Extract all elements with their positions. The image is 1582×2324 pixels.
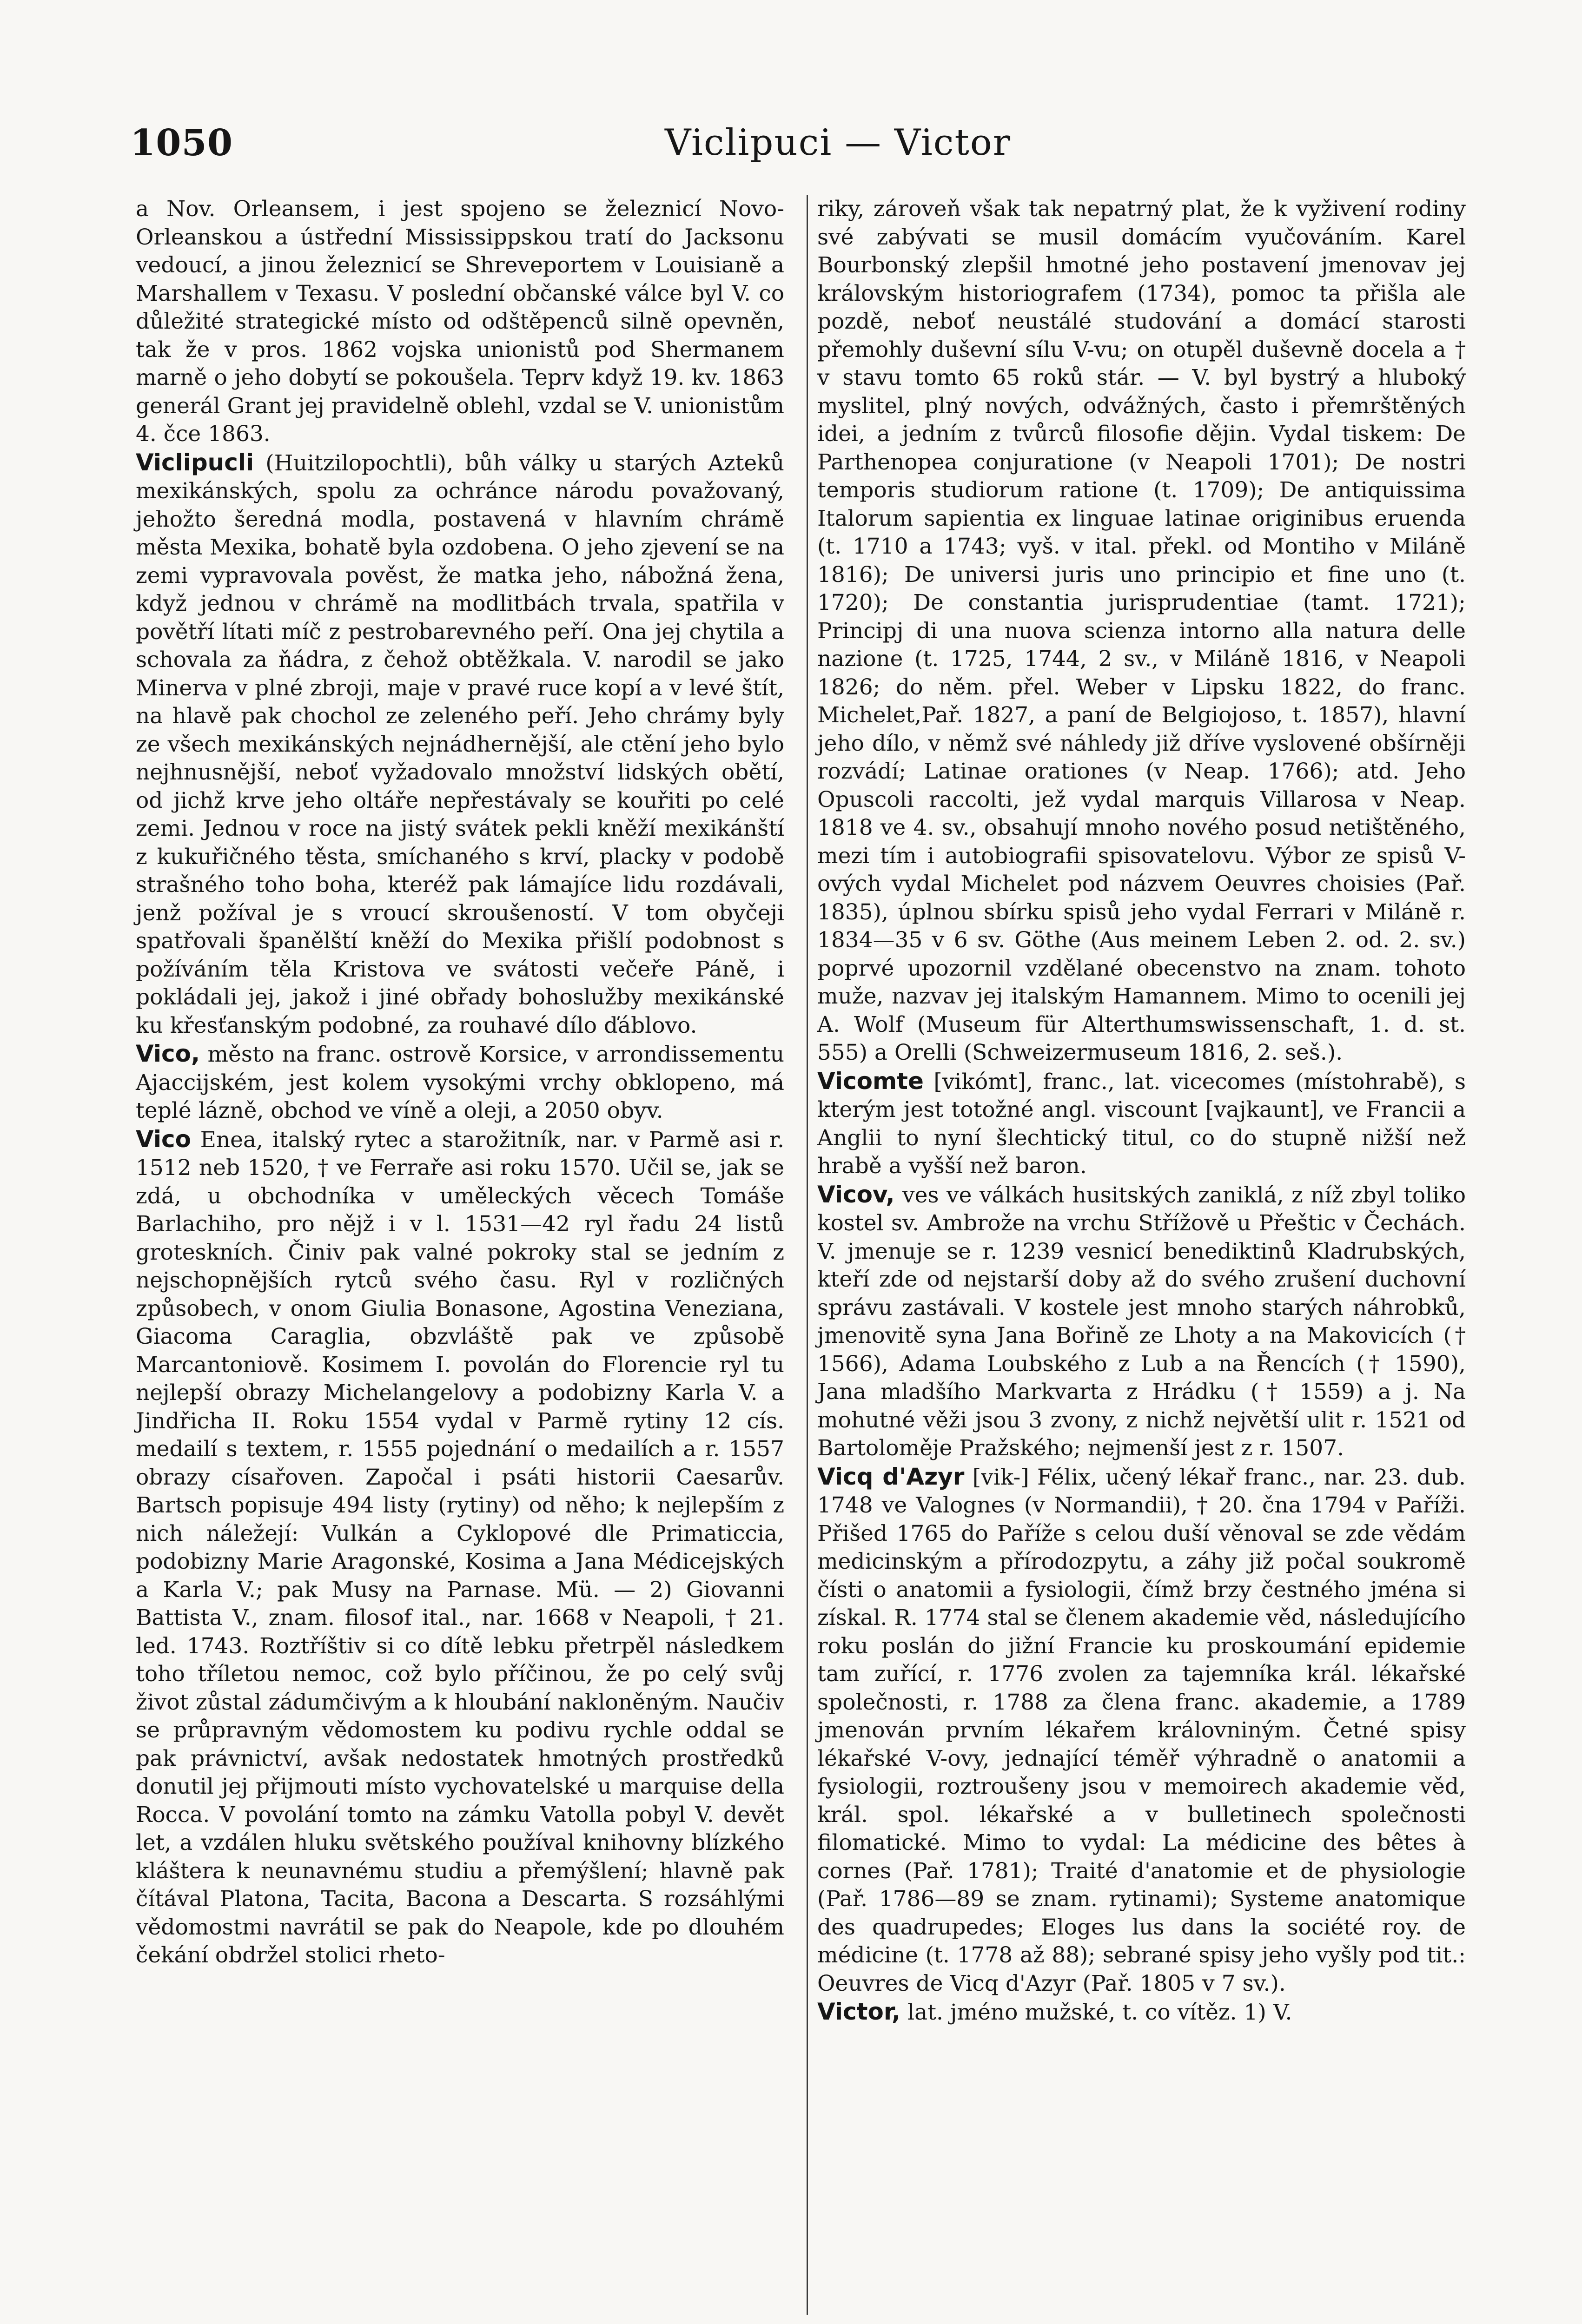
entry-vico-person: [136, 1125, 784, 1970]
entry-text: (Huitzilopochtli), bůh války u starých Azteků mexikánských, spolu za ochránce národu považovaný, jehožto šeredná modla, postavená v hlavním chrámě města Mexika, bohatě byla ozdobena. O jeho zjevení se na zemi vypravovala pověst, že matka jeho, nábožná žena, když jednou v chrámě na modlitbách trvala, spatřila v povětří lítati míč z pestrobarevného peří. Ona jej chytila a schovala za ňádra, z čehož obtěžkala. V. narodil se jako Minerva v plné zbroji, maje v pravé ruce kopí a v levé štít, na hlavě pak chochol ze zeleného peří. Jeho chrámy byly ze všech mexikánských nejnádhernější, ale ctění jeho bylo nejhnusnější, neboť vyžadovalo množství lidských obětí, od jichž krve jeho oltáře nepřestávaly se kouřiti po celé zemi. Jednou v roce na jistý svátek pekli kněží mexikánští z kukuřičného těsta, smíchaného s krví, placky v podobě strašného toho boha, kteréž pak lámajíce lidu rozdávali, jenž požíval je s vroucí skroušeností. V tom obyčeji spatřovali španělští kněží do Mexika přišlí podobnost s požíváním těla Kristova ve svátosti večeře Páně, i pokládali jej, jakož i jiné obřady bohoslužby mexikánské ku křesťanským podobné, za rouhavé dílo ďáblovo.: [136, 450, 784, 1038]
entry-headword: Vicov,: [817, 1181, 895, 1208]
continued-entry-text: a Nov. Orleansem, i jest spojeno se železnicí Novo-Orleanskou a ústřední Mississippskou tratí do Jacksonu vedoucí, a jinou železnicí se Shreveportem v Louisianě a Marshallem v Texasu. V poslední občanské válce byl V. co důležité strategické místo od odštěpenců silně opevněn, tak že v pros. 1862 vojska unionistů pod Shermanem marně o jeho dobytí se pokoušela. Teprv když 19. kv. 1863 generál Grant jej pravidelně oblehl, vzdal se V. unionistům 4. čce 1863.: [136, 196, 784, 447]
entry-text: [vik-] Félix, učený lékař franc., nar. 23. dub. 1748 ve Valognes (v Normandii), † 20. čna 1794 v Paříži. Přišed 1765 do Paříže s celou duší věnoval se zde vědám medicinským a přírodozpytu, a záhy již počal soukromě čísti o anatomii a fysiologii, čímž brzy čestného jména si získal. R. 1774 stal se členem akademie věd, následujícího roku poslán do jižní Francie ku proskoumání epidemie tam zuřící, r. 1776 zvolen za tajemníka král. lékařské společnosti, r. 1788 za člena franc. akademie, a 1789 jmenován prvním lékařem královniným. Četné spisy lékařské V-ovy, jednající téměř výhradně o anatomii a fysiologii, roztroušeny jsou v memoirech akademie věd, král. spol. lékařské a v bulletinech společnosti filomatické. Mimo to vydal: La médicine des bêtes à cornes (Pař. 1781); Traité d'anatomie et de physiologie (Pař. 1786—89 se znam. rytinami); Systeme anatomique des quadrupedes; Eloges lus dans la société roy. de médicine (t. 1778 až 88); sebrané spisy jeho vyšly pod tit.: Oeuvres de Vicq d'Azyr (Pař. 1805 v 7 sv.).: [817, 1464, 1466, 1996]
entry-text: [vikómt], franc., lat. vicecomes (místohrabě), s kterým jest totožné angl. viscount [vajkaunt], ve Francii a Anglii to nyní šlechtický titul, co do stupně nižší než hrabě a vyšší než baron.: [817, 1069, 1466, 1179]
entry-viclipucli: [136, 449, 784, 1040]
running-title: Viclipuci — Victor: [665, 122, 1012, 164]
entry-text: město na franc. ostrově Korsice, v arrondissementu Ajaccijském, jest kolem vysokými vrchy obklopeno, má teplé lázně, obchod ve víně a oleji, a 2050 obyv.: [136, 1042, 784, 1123]
entry-vicov: [817, 1181, 1466, 1463]
entry-vicq-dazyr: [817, 1463, 1466, 1998]
continued-entry-text: riky, zároveň však tak nepatrný plat, že k vyživení rodiny své zabývati se musil domácím vyučováním. Karel Bourbonský zlepšil hmotné jeho postavení jmenovav jej královským historiografem (1734), pomoc ta přišla ale pozdě, neboť neustálé studování a domácí starosti přemohly duševní sílu V-vu; on otupěl duševně docela a † v stavu tomto 65 roků stár. — V. byl bystrý a hluboký myslitel, plný nových, odvážných, často i přemrštěných idei, a jedním z tvůrců filosofie dějin. Vydal tiskem: De Parthenopea conjuratione (v Neapoli 1701); De nostri temporis studiorum ratione (t. 1709); De antiquissima Italorum sapientia ex linguae latinae originibus eruenda (t. 1710 a 1743; vyš. v ital. překl. od Montiho v Miláně 1816); De universi juris uno principio et fine uno (t. 1720); De constantia jurisprudentiae (tamt. 1721); Principj di una nuova scienza intorno alla natura delle nazione (t. 1725, 1744, 2 sv., v Miláně 1816, v Neapoli 1826; do něm. přel. Weber v Lipsku 1822, do franc. Michelet,Pař. 1827, a paní de Belgiojoso, t. 1857), hlavní jeho dílo, v němž své náhledy již dříve vyslovené obšírněji rozvádí; Latinae orationes (v Neap. 1766); atd. Jeho Opuscoli raccolti, jež vydal marquis Villarosa v Neap. 1818 ve 4. sv., obsahují mnoho nového posud netištěného, mezi tím i autobiografii spisovatelovu. Výbor ze spisů V-ových vydal Michelet pod názvem Oeuvres choisies (Pař. 1835), úplnou sbírku spisů jeho vydal Ferrari v Miláně r. 1834—35 v 6 sv. Göthe (Aus meinem Leben 2. od. 2. sv.) poprvé upozornil vzdělané obecenstvo na znam. tohoto muže, nazvav jej italským Hamannem. Mimo to ocenili jej A. Wolf (Museum für Alterthumswissenschaft, 1. d. st. 555) a Orelli (Schweizermuseum 1816, 2. seš.).: [817, 196, 1466, 1065]
entry-headword: Vico,: [136, 1040, 200, 1067]
entry-headword: Viclipucli: [136, 449, 254, 476]
entry-headword: Vicomte: [817, 1067, 924, 1095]
entry-vico-town: [136, 1040, 784, 1125]
entry-headword: Vicq d'Azyr: [817, 1463, 965, 1490]
entry-text: Enea, italský rytec a starožitník, nar. v Parmě asi r. 1512 neb 1520, † ve Ferraře asi roku 1570. Učil se, jak se zdá, u obchodníka v uměleckých věcech Tomáše Barlachiho, pro nějž i v l. 1531—42 ryl řadu 24 listů groteskních. Činiv pak valné pokroky stal se jedním z nejschopnějších rytců svého času. Ryl v rozličných způsobech, v onom Giulia Bonasone, Agostina Veneziana, Giacoma Caraglia, obzvláště pak ve způsobě Marcantoniově. Kosimem I. povolán do Florencie ryl tu nejlepší obrazy Michelangelovy a podobizny Karla V. a Jindřicha II. Roku 1554 vydal v Parmě rytiny 12 cís. medailí s textem, r. 1555 pojednání o medailích a r. 1557 obrazy císařoven. Započal i psáti historii Caesarův. Bartsch popisuje 494 listy (rytiny) od něho; k nejlepším z nich náležejí: Vulkán a Cyklopové dle Primaticcia, podobizny Marie Aragonské, Kosima a Jana Médicejských a Karla V.; pak Musy na Parnase. Mü. — 2) Giovanni Battista V., znam. filosof ital., nar. 1668 v Neapoli, † 21. led. 1743. Roztříštiv si co dítě lebku přetrpěl následkem toho tříletou nemoc, což bylo příčinou, že po celý svůj život zůstal zádumčivým a k hloubání nakloněným. Naučiv se průpravným vědomostem ku podivu rychle oddal se pak právnictví, avšak nedostatek hmotných prostředků donutil jej přijmouti místo vychovatelské u marquise della Rocca. V povolání tomto na zámku Vatolla pobyl V. devět let, a vzdálen hluku světského používal knihovny blízkého kláštera k neunavnému studiu a přemýšlení; hlavně pak čítával Platona, Tacita, Bacona a Descarta. S rozsáhlými vědomostmi navrátil se pak do Neapole, kde po dlouhém čekání obdržel stolici rheto-: [136, 1127, 784, 1968]
entry-text: lat. jméno mužské, t. co vítěz. 1) V.: [907, 2000, 1292, 2025]
left-column: [136, 195, 784, 1970]
entry-vicomte: [817, 1067, 1466, 1181]
right-column: [817, 195, 1466, 2027]
page-number: 1050: [130, 122, 233, 164]
column-divider: [807, 195, 808, 2315]
page-header: [130, 122, 1464, 178]
entry-text: ves ve válkách husitských zaniklá, z níž zbyl toliko kostel sv. Ambrože na vrchu Střížově u Přeštic v Čechách. V. jmenuje se r. 1239 vesnicí benediktinů Kladrubských, kteří zde od nejstarší doby až do svého zrušení duchovní správu zastávali. V kostele jest mnoho starých náhrobků, jmenovitě syna Jana Bořině ze Lhoty a na Makovicích († 1566), Adama Loubského z Lub a na Řencích († 1590), Jana mladšího Markvarta z Hrádku († 1559) a j. Na mohutné věži jsou 3 zvony, z nichž největší ulit r. 1521 od Bartoloměje Pražského; nejmenší jest z r. 1507.: [817, 1182, 1466, 1461]
entry-victor: [817, 1998, 1466, 2027]
entry-headword: Vico: [136, 1125, 191, 1153]
entry-headword: Victor,: [817, 1998, 901, 2025]
